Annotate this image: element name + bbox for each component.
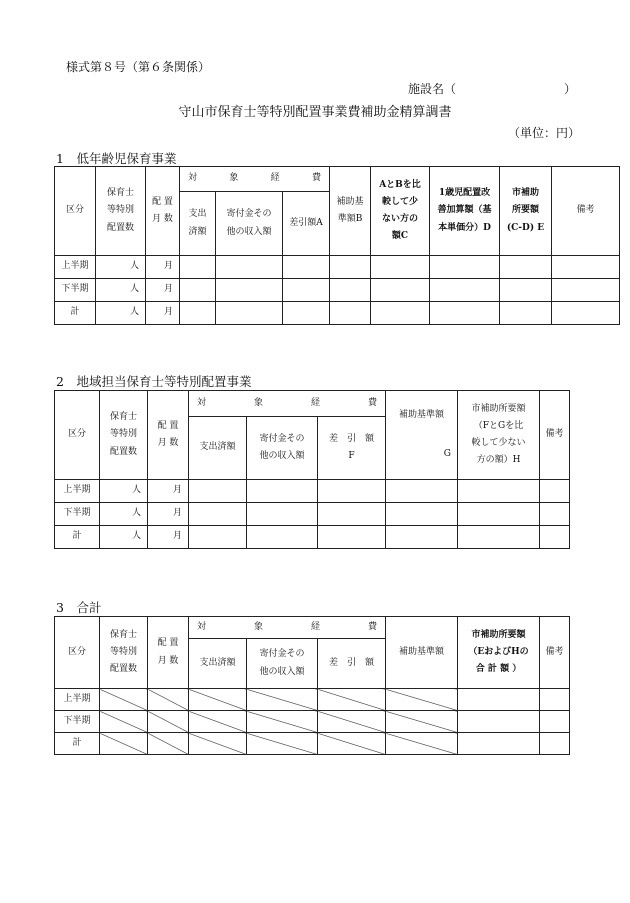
header-net-amount: 差 引 額 — [318, 639, 386, 689]
table-row — [55, 302, 620, 325]
section-2-table — [54, 390, 570, 549]
row-label: 上半期 — [55, 480, 100, 503]
facility-name-label: 施設名（ — [408, 82, 457, 96]
cell[interactable] — [330, 302, 371, 325]
table-row — [55, 256, 620, 279]
cell[interactable] — [216, 279, 283, 302]
cell[interactable] — [216, 256, 283, 279]
unit-label: （単位：円） — [508, 126, 581, 140]
staff-cell[interactable]: 人 — [100, 480, 148, 503]
cell[interactable] — [216, 302, 283, 325]
header-kubun: 区分 — [55, 391, 100, 480]
section-3-table — [54, 616, 570, 755]
table-row — [55, 733, 570, 755]
staff-cell[interactable]: 人 — [96, 256, 146, 279]
header-subsidy-standard: 補助基 準額B — [330, 167, 371, 256]
cell[interactable] — [540, 711, 570, 733]
struck-cell — [100, 733, 148, 755]
header-months: 配 置 月 数 — [146, 167, 180, 256]
table-row — [55, 689, 570, 711]
struck-cell — [100, 689, 148, 711]
cell[interactable] — [500, 302, 552, 325]
cell[interactable] — [552, 302, 620, 325]
row-label: 下半期 — [55, 503, 100, 526]
cell[interactable] — [318, 503, 386, 526]
header-remarks: 備考 — [540, 391, 570, 480]
struck-cell — [386, 711, 458, 733]
struck-cell — [318, 689, 386, 711]
cell[interactable] — [180, 256, 216, 279]
cell[interactable] — [458, 689, 540, 711]
cell[interactable] — [283, 302, 330, 325]
header-donation: 寄付金その 他の収入額 — [247, 639, 318, 689]
cell[interactable] — [540, 526, 570, 549]
struck-cell — [189, 689, 247, 711]
header-expenditure: 支出 済額 — [180, 192, 216, 256]
header-net-amount: 差引額A — [283, 192, 330, 256]
header-staff-count: 保育士 等特別 配置数 — [100, 391, 148, 480]
staff-cell[interactable]: 人 — [100, 526, 148, 549]
cell[interactable] — [430, 302, 500, 325]
cell[interactable] — [180, 302, 216, 325]
section-3-title: 3 合計 — [56, 600, 102, 615]
header-city-subsidy: 市補助 所要額 (C-D) E — [500, 167, 552, 256]
staff-cell[interactable]: 人 — [96, 279, 146, 302]
cell[interactable] — [540, 503, 570, 526]
cell[interactable] — [283, 256, 330, 279]
staff-cell[interactable]: 人 — [96, 302, 146, 325]
header-subsidy-standard: 補助基準額 — [386, 617, 458, 689]
section-1-title: 1 低年齢児保育事業 — [56, 151, 177, 166]
header-kubun: 区分 — [55, 617, 100, 689]
struck-cell — [247, 711, 318, 733]
header-subsidy-standard: 補助基準額 G — [386, 391, 458, 480]
cell[interactable] — [247, 480, 318, 503]
cell[interactable] — [318, 526, 386, 549]
header-months: 配 置 月 数 — [148, 617, 189, 689]
cell[interactable] — [318, 480, 386, 503]
table-row — [55, 279, 620, 302]
header-target-expenses: 対 象 経 費 — [189, 391, 386, 417]
cell[interactable] — [247, 503, 318, 526]
header-expenditure: 支出済額 — [189, 639, 247, 689]
struck-cell — [247, 689, 318, 711]
months-cell[interactable]: 月 — [146, 302, 180, 325]
struck-cell — [189, 711, 247, 733]
cell[interactable] — [189, 503, 247, 526]
cell[interactable] — [371, 302, 430, 325]
struck-cell — [148, 733, 189, 755]
cell[interactable] — [540, 689, 570, 711]
table-row — [55, 711, 570, 733]
struck-cell — [247, 733, 318, 755]
cell[interactable] — [458, 526, 540, 549]
row-label: 計 — [55, 526, 100, 549]
struck-cell — [148, 689, 189, 711]
row-label: 上半期 — [55, 689, 100, 711]
cell[interactable] — [430, 256, 500, 279]
row-label: 計 — [55, 733, 100, 755]
struck-cell — [318, 733, 386, 755]
cell[interactable] — [386, 526, 458, 549]
months-cell[interactable]: 月 — [148, 526, 189, 549]
months-cell[interactable]: 月 — [146, 256, 180, 279]
header-remarks: 備考 — [552, 167, 620, 256]
cell[interactable] — [458, 503, 540, 526]
row-label: 下半期 — [55, 279, 96, 302]
cell[interactable] — [386, 480, 458, 503]
struck-cell — [100, 711, 148, 733]
cell[interactable] — [458, 480, 540, 503]
header-city-subsidy: 市補助所要額 （EおよびHの 合 計 額 ） — [458, 617, 540, 689]
cell[interactable] — [540, 733, 570, 755]
facility-name-close: ） — [564, 82, 577, 96]
cell[interactable] — [430, 279, 500, 302]
header-net-amount: 差 引 額 F — [318, 417, 386, 480]
section-1-table — [54, 166, 620, 325]
struck-cell — [189, 733, 247, 755]
cell[interactable] — [371, 256, 430, 279]
months-cell[interactable]: 月 — [148, 480, 189, 503]
cell[interactable] — [371, 279, 430, 302]
header-improvement-addition: 1歳児配置改 善加算額（基 本単価分）D — [430, 167, 500, 256]
table-row — [55, 480, 570, 503]
cell[interactable] — [552, 279, 620, 302]
cell[interactable] — [330, 279, 371, 302]
months-cell[interactable]: 月 — [148, 503, 189, 526]
header-donation: 寄付金その 他の収入額 — [216, 192, 283, 256]
struck-cell — [386, 689, 458, 711]
header-months: 配 置 月 数 — [148, 391, 189, 480]
cell[interactable] — [500, 256, 552, 279]
cell[interactable] — [386, 503, 458, 526]
cell[interactable] — [189, 526, 247, 549]
header-kubun: 区分 — [55, 167, 96, 256]
row-label: 計 — [55, 302, 96, 325]
months-cell[interactable]: 月 — [146, 279, 180, 302]
header-expenditure: 支出済額 — [189, 417, 247, 480]
cell[interactable] — [458, 711, 540, 733]
cell[interactable] — [500, 279, 552, 302]
struck-cell — [318, 711, 386, 733]
cell[interactable] — [283, 279, 330, 302]
table-row — [55, 526, 570, 549]
header-target-expenses: 対 象 経 費 — [189, 617, 386, 639]
cell[interactable] — [540, 480, 570, 503]
cell[interactable] — [247, 526, 318, 549]
cell[interactable] — [180, 279, 216, 302]
staff-cell[interactable]: 人 — [100, 503, 148, 526]
document-title: 守山市保育士等特別配置事業費補助金精算調書 — [178, 105, 452, 120]
cell[interactable] — [189, 480, 247, 503]
cell[interactable] — [330, 256, 371, 279]
header-lesser-amount: AとBを比 較して少 ない方の 額C — [371, 167, 430, 256]
row-label: 下半期 — [55, 711, 100, 733]
section-2-title: 2 地域担当保育士等特別配置事業 — [56, 374, 252, 389]
cell[interactable] — [458, 733, 540, 755]
row-label: 上半期 — [55, 256, 96, 279]
cell[interactable] — [552, 256, 620, 279]
table-row — [55, 503, 570, 526]
form-number: 様式第８号（第６条関係） — [66, 60, 211, 74]
header-staff-count: 保育士 等特別 配置数 — [96, 167, 146, 256]
header-target-expenses: 対 象 経 費 — [180, 167, 330, 192]
header-city-subsidy: 市補助所要額 （FとGを比 較して少ない 方の額）H — [458, 391, 540, 480]
header-remarks: 備考 — [540, 617, 570, 689]
header-staff-count: 保育士 等特別 配置数 — [100, 617, 148, 689]
header-donation: 寄付金その 他の収入額 — [247, 417, 318, 480]
struck-cell — [386, 733, 458, 755]
struck-cell — [148, 711, 189, 733]
